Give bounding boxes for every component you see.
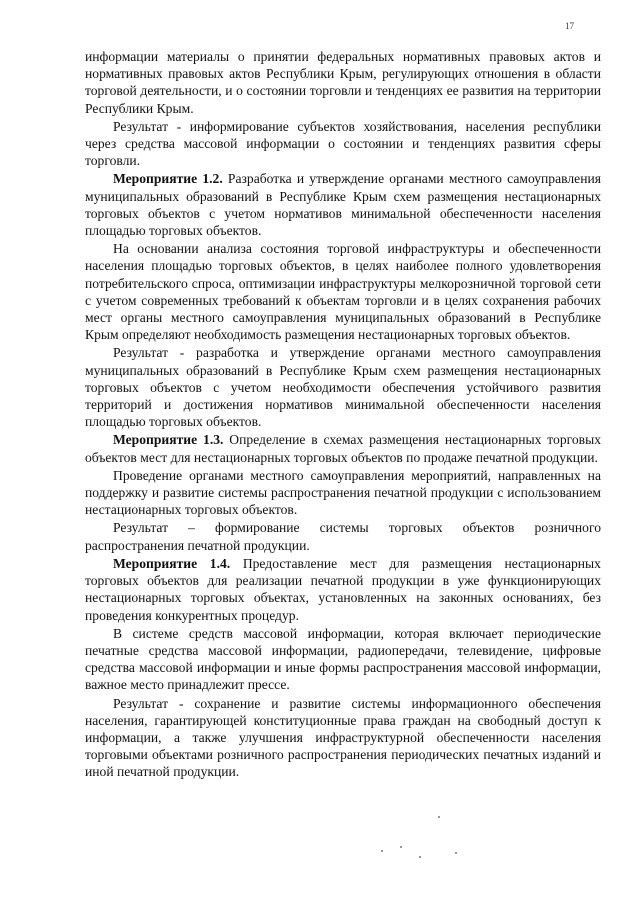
page-number: 17 — [565, 21, 574, 31]
paragraph-text: Результат - сохранение и развитие системы информационного обеспечения населения, гарантирующей конституционные права граждан на свободный доступ к информации, а также улучшения инфраструктурной обеспеченности населения торговыми объектами розничного распространения периодических печатных изданий и иной печатной продукции. — [85, 695, 601, 780]
paragraph-measure-1-3 — [85, 431, 601, 465]
paragraph-5 — [85, 344, 601, 430]
scan-speck — [438, 816, 440, 818]
paragraph-2 — [85, 118, 601, 170]
paragraph-4 — [85, 240, 601, 343]
paragraph-text: Предоставление мест для размещения нестационарных торговых объектов для реализации печатной продукции в уже функционирующих нестационарных торговых объектах, установленных на законных основаниях, без проведения конкурентных процедур. — [85, 555, 601, 623]
scan-speck — [455, 852, 457, 854]
page-body — [85, 48, 601, 782]
paragraph-text: Разработка и утверждение органами местного самоуправления муниципальных образований в Республике Крым схем размещения нестационарных торговых объектов с учетом нормативов минимальной обеспеченности населения площадью торговых объектов. — [85, 171, 601, 239]
measure-heading: Мероприятие 1.2. — [113, 171, 223, 187]
paragraph-7 — [85, 467, 601, 519]
paragraph-text: Результат - информирование субъектов хозяйствования, населения республики через средства массовой информации о состоянии и тенденциях развития сферы торговли. — [85, 118, 601, 169]
paragraph-text: В системе средств массовой информации, которая включает периодические печатные средства массовой информации, радиопередачи, телевидение, цифровые средства массовой информации и иные формы распространения массовой информации, важное место принадлежит прессе. — [85, 625, 601, 693]
paragraph-text: Проведение органами местного самоуправления мероприятий, направленных на поддержку и развитие системы распространения печатной продукции с использованием нестационарных торговых объектов. — [85, 467, 601, 518]
paragraph-text: Определение в схемах размещения нестационарных торговых объектов мест для нестационарных торговых объектов по продаже печатной продукции. — [85, 432, 601, 465]
paragraph-11 — [85, 695, 601, 781]
paragraph-text: информации материалы о принятии федеральных нормативных правовых актов и нормативных правовых актов Республики Крым, регулирующих отношения в области торговой деятельности, и о состоянии торговли и тенденциях ее развития на территории Республики Крым. — [85, 49, 601, 116]
scan-speck — [381, 850, 383, 852]
paragraph-10 — [85, 625, 601, 694]
paragraph-text: Результат – формирование системы торговых объектов розничного распространения печатной продукции. — [85, 520, 601, 553]
paragraph-measure-1-4 — [85, 555, 601, 624]
paragraph-measure-1-2 — [85, 170, 601, 239]
scan-speck — [400, 846, 402, 848]
paragraph-text: Результат - разработка и утверждение органами местного самоуправления муниципальных образований в Республике Крым схем размещения нестационарных торговых объектов с учетом необходимости обеспечения устойчивого развития территорий и достижения нормативов минимальной обеспеченности населения площадью торговых объектов. — [85, 345, 601, 430]
paragraph-text: На основании анализа состояния торговой инфраструктуры и обеспеченности населения площадью торговых объектов, в целях наиболее полного удовлетворения потребительского спроса, оптимизации инфраструктуры мелкорозничной торговой сети с учетом современных требований к объектам торговли и в целях сохранения рабочих мест органы местного самоуправления муниципальных образований в Республике Крым определяют необходимость размещения нестационарных торговых объектов. — [85, 241, 601, 343]
scan-speck — [419, 856, 421, 858]
measure-heading: Мероприятие 1.3. — [113, 432, 224, 448]
paragraph-8 — [85, 519, 601, 553]
measure-heading: Мероприятие 1.4. — [113, 555, 231, 571]
paragraph-1 — [85, 48, 601, 117]
